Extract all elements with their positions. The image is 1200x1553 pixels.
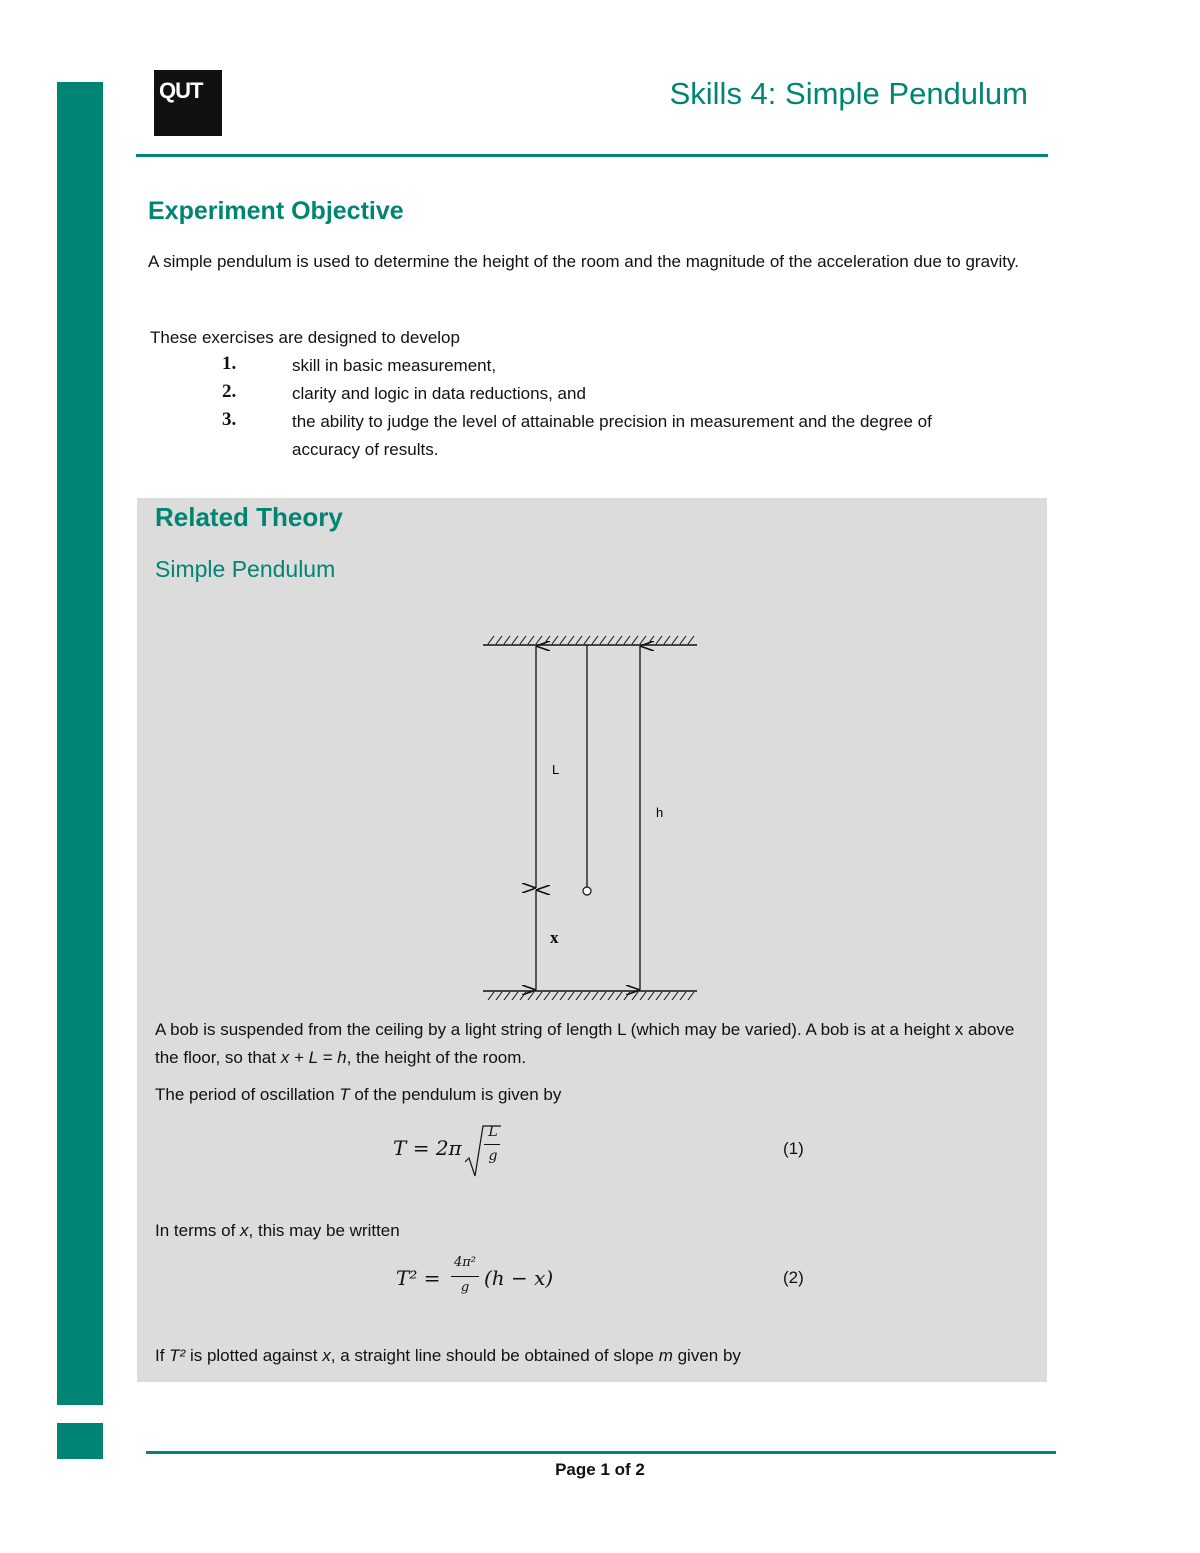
para1-text: A bob is suspended from the ceiling by a light string of length L (which may be varied). A bob is at a height x above the floor, so that: [155, 1020, 1015, 1067]
qut-logo: [154, 70, 222, 136]
para3-symbol: x: [240, 1221, 249, 1240]
theory-paragraph-3: [155, 1217, 400, 1245]
page-total: 2: [635, 1460, 645, 1479]
objective-heading: Experiment Objective: [148, 197, 404, 225]
footer-divider: [146, 1451, 1056, 1454]
page-of-word: of: [609, 1460, 636, 1479]
equation-2-rhs: (h − x): [484, 1266, 554, 1290]
para4-text-mid2: , a straight line should be obtained of slope: [330, 1346, 659, 1365]
pendulum-bob: [583, 887, 591, 895]
list-item: [222, 408, 982, 464]
list-text: skill in basic measurement,: [292, 356, 497, 375]
equation-1-lhs: T = 2π: [393, 1136, 462, 1160]
equation-2-numerator: 4π²: [453, 1255, 477, 1270]
equation-2-lhs: T² =: [396, 1266, 441, 1290]
equation-1-fraction-bar: [484, 1144, 500, 1145]
list-item: [222, 380, 982, 408]
para4-text-end: given by: [672, 1346, 741, 1365]
document-title: Skills 4: Simple Pendulum: [669, 76, 1028, 111]
label-L: L: [552, 762, 560, 777]
side-accent-bar: [57, 82, 103, 1405]
list-number: 1.: [222, 353, 237, 374]
page-current: 1: [600, 1460, 610, 1479]
para4-symbol-T2: T²: [169, 1346, 186, 1365]
page-number: [0, 1460, 1200, 1480]
para1-text-end: , the height of the room.: [346, 1048, 527, 1067]
para3-text: In terms of: [155, 1221, 241, 1240]
objective-text: A simple pendulum is used to determine the height of the room and the magnitude of the acceleration due to gravity.: [148, 252, 1019, 271]
para2-symbol: T: [339, 1085, 350, 1104]
list-item: [222, 352, 982, 380]
floor: [483, 991, 697, 1000]
list-number: 2.: [222, 381, 237, 402]
theory-paragraph-1: [155, 1016, 1035, 1072]
header-divider: [136, 154, 1048, 157]
para2-text: The period of oscillation: [155, 1085, 340, 1104]
equation-1-number: (1): [783, 1139, 804, 1158]
label-h: h: [656, 805, 664, 820]
theory-heading: Related Theory: [155, 502, 343, 532]
list-number: 3.: [222, 409, 237, 430]
list-text: clarity and logic in data reductions, and: [292, 384, 586, 403]
pendulum-diagram: [480, 630, 702, 1004]
page-word: Page: [555, 1460, 601, 1479]
para4-symbol-x: x: [322, 1346, 331, 1365]
equation-1-numerator: L: [488, 1124, 498, 1140]
label-x: x: [550, 928, 559, 947]
side-accent-block: [57, 1423, 103, 1459]
para2-text-end: of the pendulum is given by: [349, 1085, 562, 1104]
para3-text-end: , this may be written: [248, 1221, 400, 1240]
para4-symbol-m: m: [658, 1346, 673, 1365]
list-intro: These exercises are designed to develop: [150, 328, 460, 347]
theory-paragraph-4: [155, 1342, 741, 1370]
para4-text-mid: is plotted against: [185, 1346, 323, 1365]
objective-list: [222, 352, 982, 464]
logo-text: QUT: [159, 78, 203, 103]
theory-paragraph-2: [155, 1081, 561, 1109]
para1-relation: x + L = h: [280, 1048, 347, 1067]
theory-subheading: Simple Pendulum: [155, 556, 336, 582]
equation-2-number: (2): [783, 1268, 804, 1287]
list-text: the ability to judge the level of attainable precision in measurement and the degree of accuracy of results.: [292, 412, 932, 459]
para4-text: If: [155, 1346, 170, 1365]
equation-1-denominator: g: [488, 1148, 498, 1164]
ceiling: [483, 636, 697, 645]
equation-2-fraction-bar: [451, 1276, 479, 1277]
equation-2-denominator: g: [460, 1280, 470, 1295]
